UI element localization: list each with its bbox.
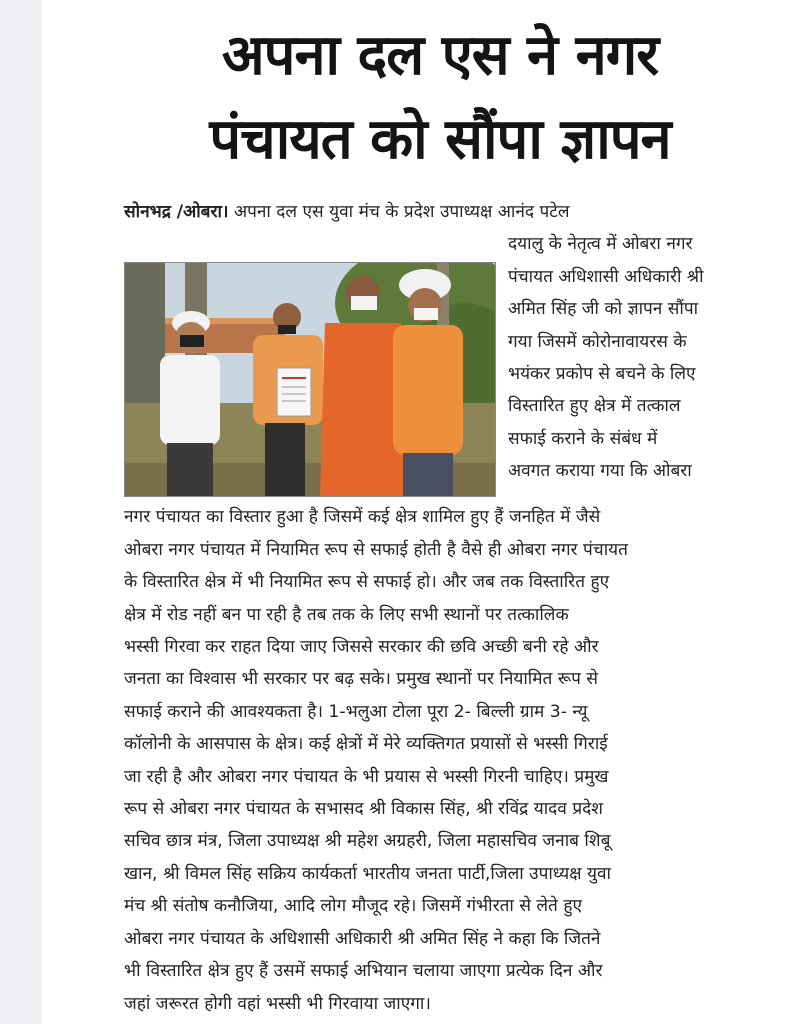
headline-line-2: पंचायत को सौंपा ज्ञापन (209, 107, 671, 172)
article-line: कॉलोनी के आसपास के क्षेत्र। कई क्षेत्रों में मेरे व्यक्तिगत प्रयासों से भस्सी गिराई (124, 734, 608, 755)
dateline: सोनभद्र /ओबरा। (124, 202, 229, 222)
article-line: क्षेत्र में रोड नहीं बन पा रही है तब तक के लिए सभी स्थानों पर तत्कालिक (124, 604, 569, 625)
article-line: रूप से ओबरा नगर पंचायत के सभासद श्री विकास सिंह, श्री रविंद्र यादव प्रदेश (124, 799, 603, 820)
left-margin-strip (0, 0, 42, 1024)
news-photo (124, 262, 496, 497)
article-line: पंचायत अधिशासी अधिकारी श्री (508, 266, 704, 287)
article-line: भी विस्तारित क्षेत्र हुए हैं उसमें सफाई अभियान चलाया जाएगा प्रत्येक दिन और (124, 961, 603, 982)
article-line: नगर पंचायत का विस्तार हुआ है जिसमें कई क्षेत्र शामिल हुए हैं जनहित में जैसे (124, 507, 601, 528)
article-body (124, 196, 764, 1020)
article-line: मंच श्री संतोष कनौजिया, आदि लोग मौजूद रहे। जिसमें गंभीरता से लेते हुए (124, 896, 582, 917)
article-line: गया जिसमें कोरोनावायरस के (508, 331, 687, 352)
headline-line-1: अपना दल एस ने नगर (221, 23, 659, 88)
article-line: ओबरा नगर पंचायत में नियामित रूप से सफाई होती है वैसे ही ओबरा नगर पंचायत (124, 539, 628, 560)
article-line: सचिव छात्र मंत्र, जिला उपाध्यक्ष श्री महेश अग्रहरी, जिला महासचिव जनाब शिबू (124, 831, 611, 852)
article-line: जहां जरूरत होगी वहां भस्सी भी गिरवाया जाएगा। (124, 993, 431, 1014)
article-line (124, 196, 764, 228)
article-line: अमित सिंह जी को ज्ञापन सौंपा (508, 299, 699, 320)
article-line: अवगत कराया गया कि ओबरा (508, 461, 692, 482)
article-text: अपना दल एस युवा मंच के प्रदेश उपाध्यक्ष आनंद पटेल (233, 202, 570, 222)
headline (110, 14, 770, 182)
article-line: खान, श्री विमल सिंह सक्रिय कार्यकर्ता भारतीय जनता पार्टी,जिला उपाध्यक्ष युवा (124, 863, 612, 884)
article-line: जनता का विश्वास भी सरकार पर बढ़ सके। प्रमुख स्थानों पर नियामित रूप से (124, 669, 598, 690)
article-line: विस्तारित हुए क्षेत्र में तत्काल (508, 396, 681, 417)
article-line: जा रही है और ओबरा नगर पंचायत के भी प्रयास से भस्सी गिरनी चाहिए। प्रमुख (124, 766, 609, 787)
article-line: भयंकर प्रकोप से बचने के लिए (508, 364, 696, 385)
photo-illustration (125, 263, 495, 496)
article-line: भस्सी गिरवा कर राहत दिया जाए जिससे सरकार की छवि अच्छी बनी रहे और (124, 637, 599, 658)
article-line: सफाई कराने की आवश्यकता है। 1-भलुआ टोला पूरा 2- बिल्ली ग्राम 3- न्यू (124, 701, 588, 722)
article-line: दयालु के नेतृत्व में ओबरा नगर (508, 234, 693, 255)
article-line: के विस्तारित क्षेत्र में भी नियामित रूप से सफाई हो। और जब तक विस्तारित हुए (124, 572, 610, 593)
article-line: सफाई कराने के संबंध में (508, 428, 658, 449)
article-line: ओबरा नगर पंचायत के अधिशासी अधिकारी श्री अमित सिंह ने कहा कि जितने (124, 928, 601, 949)
